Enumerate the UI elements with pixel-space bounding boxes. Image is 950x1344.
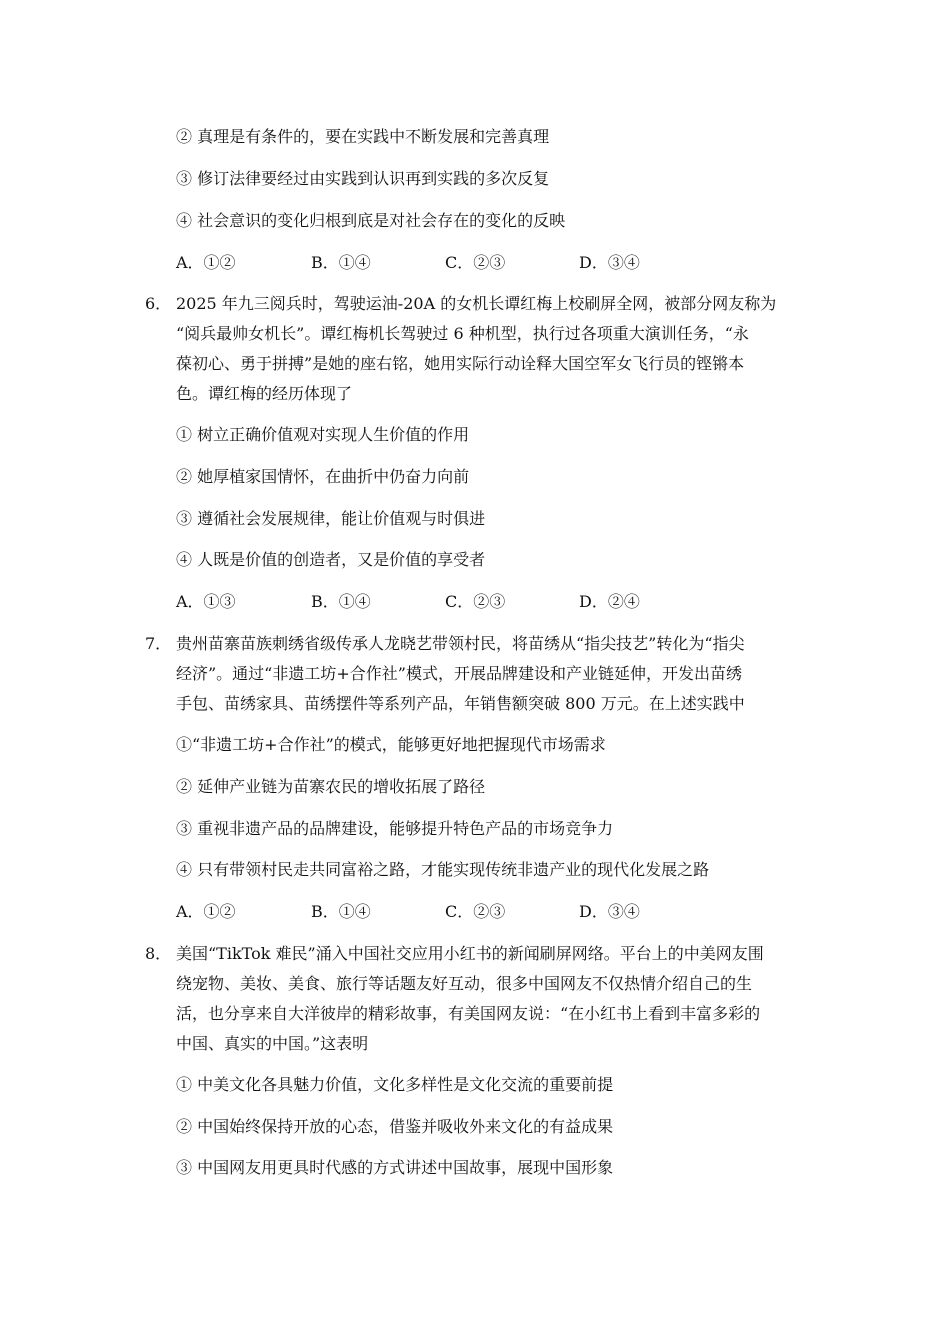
question-text-line: 中国、真实的中国。”这表明 <box>176 1034 369 1053</box>
option-item: ③ 中国网友用更具时代感的方式讲述中国故事，展现中国形象 <box>176 1158 614 1177</box>
option-item: ③ 重视非遗产品的品牌建设，能够提升特色产品的市场竞争力 <box>176 819 614 838</box>
answer-choice: A．①③ <box>176 592 236 611</box>
question-text-line: 活，也分享来自大洋彼岸的精彩故事，有美国网友说：“在小红书上看到丰富多彩的 <box>176 1004 761 1023</box>
answer-choice: C．②③ <box>445 592 506 611</box>
answer-choice: B．①④ <box>311 592 371 611</box>
answer-choice: A．①② <box>176 253 236 272</box>
question-text-line: 色。谭红梅的经历体现了 <box>176 384 353 403</box>
question-text-line: “阅兵最帅女机长”。谭红梅机长驾驶过 6 种机型，执行过各项重大演训任务，“永 <box>176 324 749 343</box>
option-item: ④ 人既是价值的创造者，又是价值的享受者 <box>176 550 486 569</box>
option-item: ④ 只有带领村民走共同富裕之路，才能实现传统非遗产业的现代化发展之路 <box>176 860 710 879</box>
answer-choice: D．③④ <box>579 253 640 272</box>
answer-choice: B．①④ <box>311 902 371 921</box>
question-text-line: 手包、苗绣家具、苗绣摆件等系列产品，年销售额突破 800 万元。在上述实践中 <box>176 694 745 713</box>
question-number: 6． <box>145 294 172 313</box>
answer-choice: C．②③ <box>445 902 506 921</box>
option-item: ③ 遵循社会发展规律，能让价值观与时俱进 <box>176 509 486 528</box>
question-text-line: 贵州苗寨苗族刺绣省级传承人龙晓艺带领村民，将苗绣从“指尖技艺”转化为“指尖 <box>176 634 745 653</box>
option-item: ①“非遗工坊+合作社”的模式，能够更好地把握现代市场需求 <box>176 735 606 754</box>
question-text-line: 2025 年九三阅兵时，驾驶运油-20A 的女机长谭红梅上校刷屏全网，被部分网友称为 <box>176 294 777 313</box>
option-item: ① 树立正确价值观对实现人生价值的作用 <box>176 425 470 444</box>
option-item: ② 她厚植家国情怀，在曲折中仍奋力向前 <box>176 467 470 486</box>
question-text-line: 经济”。通过“非遗工坊+合作社”模式，开展品牌建设和产业链延伸，开发出苗绣 <box>176 664 742 683</box>
option-item: ③ 修订法律要经过由实践到认识再到实践的多次反复 <box>176 169 550 188</box>
option-item: ② 延伸产业链为苗寨农民的增收拓展了路径 <box>176 777 486 796</box>
option-item: ④ 社会意识的变化归根到底是对社会存在的变化的反映 <box>176 211 566 230</box>
question-number: 7． <box>145 634 172 653</box>
option-item: ② 中国始终保持开放的心态，借鉴并吸收外来文化的有益成果 <box>176 1117 614 1136</box>
answer-choice: C．②③ <box>445 253 506 272</box>
option-item: ① 中美文化各具魅力价值，文化多样性是文化交流的重要前提 <box>176 1075 614 1094</box>
question-number: 8． <box>145 944 172 963</box>
answer-choice: D．③④ <box>579 902 640 921</box>
question-text-line: 葆初心、勇于拼搏”是她的座右铭，她用实际行动诠释大国空军女飞行员的铿锵本 <box>176 354 745 373</box>
question-text-line: 美国“TikTok 难民”涌入中国社交应用小红书的新闻刷屏网络。平台上的中美网友围 <box>176 944 764 963</box>
option-item: ② 真理是有条件的，要在实践中不断发展和完善真理 <box>176 127 550 146</box>
question-text-line: 绕宠物、美妆、美食、旅行等话题友好互动，很多中国网友不仅热情介绍自己的生 <box>176 974 753 993</box>
answer-choice: B．①④ <box>311 253 371 272</box>
answer-choice: D．②④ <box>579 592 640 611</box>
answer-choice: A．①② <box>176 902 236 921</box>
